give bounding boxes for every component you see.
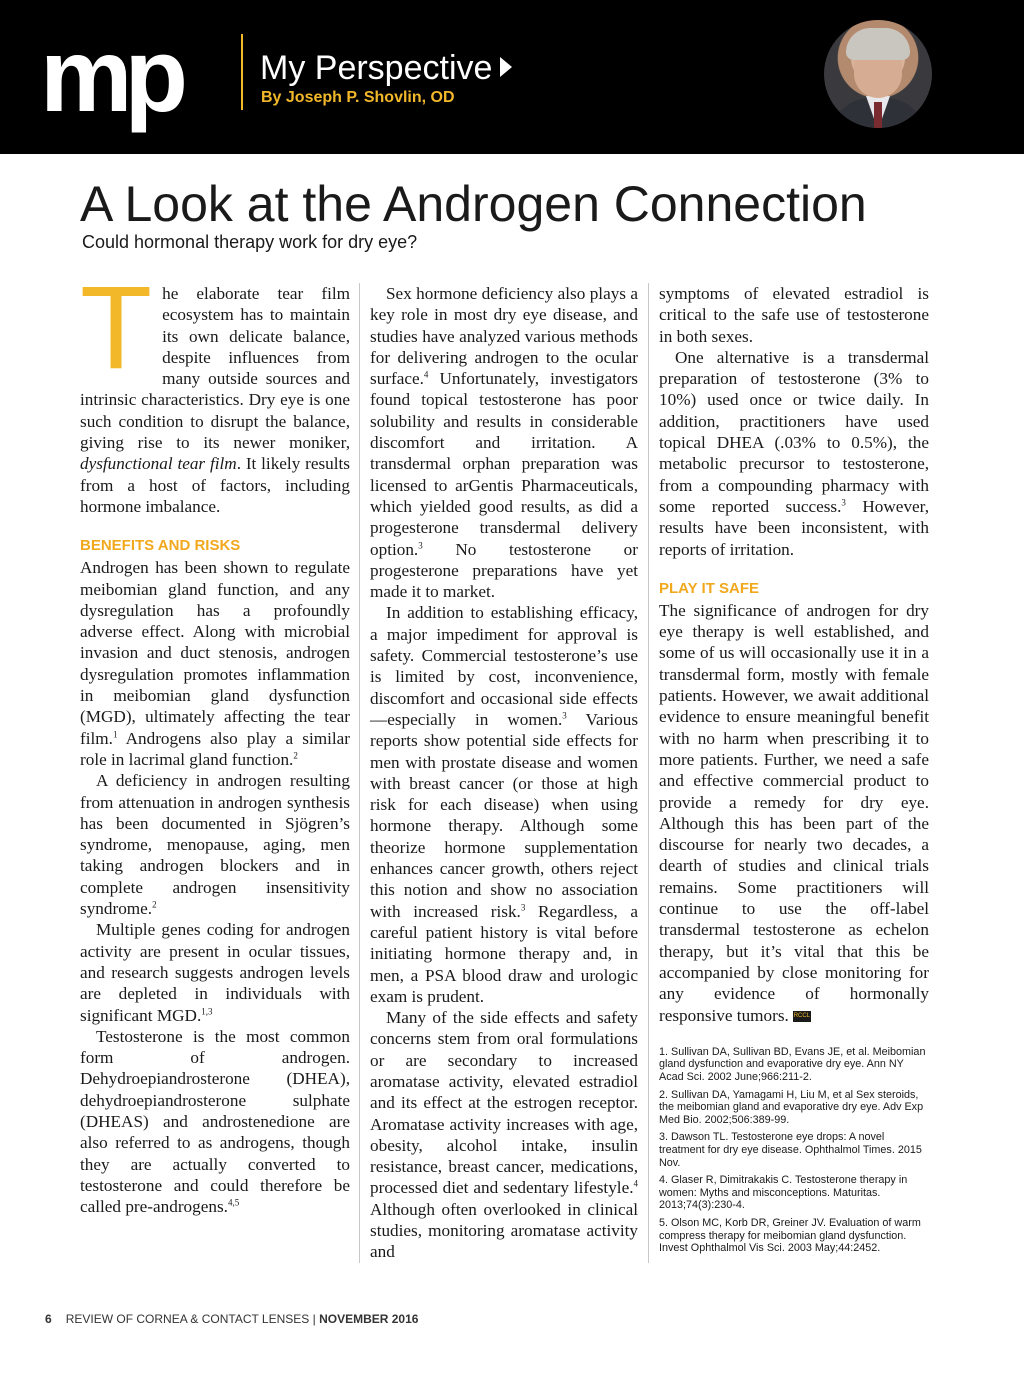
reference-item: 5. Olson MC, Korb DR, Greiner JV. Evaluation of warm compress therapy for meibomian gland dysfunction. Invest Ophthalmol Vis Sci. 2003 May;44:2452. [659,1216,921,1255]
department-title [260,48,512,88]
paragraph [370,602,638,1007]
paragraph-text: Many of the side effects and safety concerns stem from oral formulations or are secondary to increased aromatase activity, elevated estradiol and its effect at the estrogen receptor. Aromatase activity increases with age, obesity, alcohol intake, insulin resistance, breast cancer, medications, processed diet and sedentary lifestyle. [370,1008,638,1198]
references-list [659,1046,929,1255]
paragraph-text: One alternative is a transdermal preparation of testosterone (3% to 10%) used once or twice daily. In addition, practitioners have used topical DHEA (.03% to 0.5%), the metabolic precursor to testosterone, from a compounding pharmacy with some reported success. [659,347,929,516]
paragraph-text: Androgens also play a similar role in lacrimal gland function. [80,728,350,769]
author-portrait [824,20,932,128]
emphasis-text: dysfunctional tear film [80,454,237,474]
article-subtitle: Could hormonal therapy work for dry eye? [82,232,418,252]
citation: 3 [520,901,526,912]
citation: 3 [562,710,567,721]
paragraph [370,1007,638,1263]
paragraph-text: The significance of androgen for dry eye therapy is well established, and some of us will occasionally use it in a transdermal form, mostly with female patients. However, we await additional evidence to ensure meaningful benefit with no harm when prescribing it to more patients. Further, we need a safe and effective commercial product to provide a remedy for dry eye. Although this has been part of the discourse for nearly two decades, a dearth of studies and clinical trials remains. Some practitioners will continue to use the off-label transdermal testosterone as echelon therapy, but it’s vital that this be accompanied by close monitoring for any evidence of hormonally responsive tumors. [659,600,929,1025]
citation: 2 [293,750,298,761]
paragraph-text: Unfortunately, investigators found topical testosterone has poor solubility and results in considerable discomfort and irritation. A transdermal orphan preparation was licensed to arGentis Pharmaceuticals, which yielded good results, as did a progesterone transdermal delivery option. [370,369,638,559]
byline: By Joseph P. Shovlin, OD [261,89,455,106]
paragraph-text: Regardless, a careful patient history is vital before initiating hormone therapy and, in men, a PSA blood draw and urologic exam is prudent. [370,901,638,1006]
drop-cap: T [80,262,153,394]
paragraph-text: Testosterone is the most common form of androgen. Dehydroepiandrosterone (DHEA), dehydroepiandrosterone sulphate (DHEAS) and androstenedione are also referred to as androgens, though they are actually converted to testosterone and could therefore be called pre-androgens. [80,1026,350,1217]
column-2 [370,283,638,1263]
paragraph-text: symptoms of elevated estradiol is critical to the safe use of testosterone in both sexes. [659,284,929,346]
citation: 4,5 [227,1197,240,1208]
reference-item: 1. Sullivan DA, Sullivan BD, Evans JE, et al. Meibomian gland dysfunction and evaporative dry eye. Ann NY Acad Sci. 2002 June;966:211-2. [659,1045,926,1083]
citation: 4 [633,1178,638,1189]
paragraph-text: No testosterone or progesterone preparations have yet made it to market. [370,539,638,602]
section-heading-play-it-safe: PLAY IT SAFE [659,579,760,597]
paragraph-text: he elaborate tear film ecosystem has to maintain its own delicate balance, despite influences from many outside sources and intrinsic characteristics. Dry eye is one such condition to disrupt the balance, giving rise to its newer moniker, [80,284,350,453]
issue-date: NOVEMBER 2016 [319,1312,419,1326]
reference-item: 3. Dawson TL. Testosterone eye drops: A novel treatment for dry eye disease. Ophthalmol Times. 2015 Nov. [659,1131,922,1169]
citation: 3 [841,497,846,508]
portrait-tie [874,102,882,128]
masthead-divider [241,34,243,110]
end-mark-icon: RCCL [793,1011,811,1022]
paragraph-text: Although often overlooked in clinical studies, monitoring aromatase activity and [370,1199,638,1262]
citation: 2 [152,899,157,910]
mp-logo: mp [40,18,180,134]
column-3 [659,283,929,1260]
play-arrow-icon [500,57,512,77]
reference-item: 4. Glaser R, Dimitrakakis C. Testosterone therapy in women: Myths and misconceptions. Maturitas. 2013;74(3):230-4. [659,1174,908,1212]
paragraph-text: . It likely results from a host of factors, including hormone imbalance. [80,454,350,516]
publication-name: REVIEW OF CORNEA & CONTACT LENSES | [65,1312,320,1326]
page-footer [45,1312,418,1326]
column-divider [648,283,649,1263]
paragraph [659,283,929,347]
paragraph-text: A deficiency in androgen resulting from attenuation in androgen synthesis has been documented in Sjögren’s syndrome, menopause, aging, men taking androgen blockers and in complete androgen insensitivity syndrome. [80,771,350,919]
paragraph [80,770,350,919]
reference-item: 2. Sullivan DA, Yamagami H, Liu M, et al Sex steroids, the meibomian gland and evaporative dry eye. Adv Exp Med Bio. 2002;506:389-99. [659,1088,924,1126]
column-divider [359,283,360,1263]
paragraph [80,919,350,1025]
paragraph [370,283,638,602]
article-title: A Look at the Androgen Connection [80,176,867,232]
paragraph [659,600,929,1026]
paragraph [80,557,350,770]
paragraph-text: Androgen has been shown to regulate meibomian gland function, and any dysregulation has a profoundly adverse effect. Along with microbial invasion and duct stenosis, androgen dysregulation promotes inflammation in meibomian gland dysfunction (MGD), ultimately affecting the tear film. [80,558,350,748]
citation: 3 [418,539,423,550]
citation: 4 [423,369,429,380]
masthead [0,0,1024,154]
department-label: My Perspective [260,49,493,87]
paragraph-text: In addition to establishing efficacy, a major impediment for approval is safety. Commercial testosterone’s use is limited by cost, inconvenience, discomfort and occasional side effects—especially in women. [370,603,638,729]
portrait-hair [846,28,910,60]
column-1 [80,262,350,1217]
citation: 1 [112,728,118,739]
paragraph-text: Various reports show potential side effects for men with prostate disease and women with breast cancer (or those at high risk for each disease) when using hormone therapy. Although some theorize hormone supplementation enhances cancer growth, others reject this notion and show no association with increased risk. [370,709,639,921]
section-heading-benefits: BENEFITS AND RISKS [80,537,241,555]
citation: 1,3 [201,1005,213,1016]
paragraph [80,262,350,517]
paragraph [659,347,929,560]
paragraph-text: Sex hormone deficiency also plays a key role in most dry eye disease, and studies have analyzed various methods for delivering androgen to the ocular surface. [370,284,638,389]
page-number: 6 [45,1312,52,1326]
paragraph-text: However, results have been inconsistent, with reports of irritation. [659,496,929,559]
paragraph-text: Multiple genes coding for androgen activity are present in ocular tissues, and research suggests androgen levels are depleted in individuals with significant MGD. [80,920,350,1025]
paragraph [80,1026,350,1218]
